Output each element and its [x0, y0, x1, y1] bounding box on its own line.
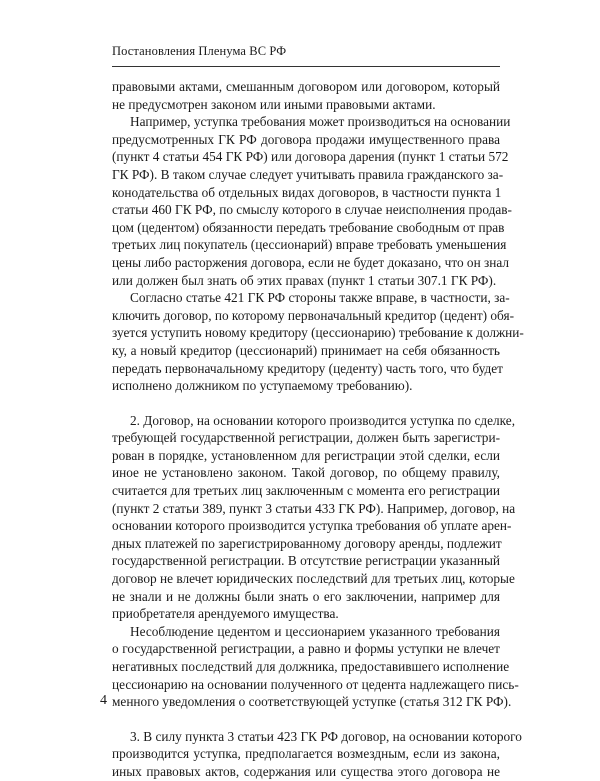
- text-line: государственной регистрации. В отсутствие регистрации указанный: [112, 553, 500, 569]
- text-line: дных платежей по зарегистрированному договору аренды, подлежит: [112, 535, 502, 551]
- text-line: третьих лиц покупатель (цессионарий) вправе требовать уменьшения: [112, 237, 507, 253]
- text-line: основании которого производится уступка требования об уплате арен-: [112, 518, 512, 534]
- text-line: цены либо расторжения договора, если не будет доказано, что он знал: [112, 254, 510, 270]
- text-line: производится уступка, предполагается возмездным, если из закона,: [112, 746, 500, 762]
- running-title: Постановления Пленума ВС РФ: [112, 44, 287, 58]
- paragraph: [112, 289, 524, 395]
- text-line: или должен был знать об этих правах (пункт 1 статьи 307.1 ГК РФ).: [112, 272, 497, 288]
- text-line: статьи 460 ГК РФ, по смыслу которого в случае неисполнения продав-: [112, 202, 512, 218]
- text-line: негативных последствий для должника, предоставившего исполнение: [112, 659, 510, 674]
- text-line: Например, уступка требования может производиться на основании: [130, 114, 511, 130]
- text-line: (пункт 2 статьи 389, пункт 3 статьи 433 ГК РФ). Например, договор, на: [112, 500, 516, 516]
- text-line: 2. Договор, на основании которого производится уступка по сделке,: [130, 412, 516, 428]
- paragraph: [112, 623, 519, 711]
- text-line: иное не установлено законом. Такой договор, по общему правилу,: [112, 465, 500, 481]
- page-number: 4: [100, 693, 107, 708]
- text-line: менного уведомления о соответствующей уступке (статья 312 ГК РФ).: [112, 694, 512, 710]
- text-line: исполнено должником по уступаемому требованию).: [112, 378, 413, 394]
- text-line: цом (цедентом) обязанности передать требование свободным от прав: [112, 219, 505, 235]
- text-line: рован в порядке, установленном для регистрации этой сделки, если: [112, 447, 500, 463]
- text-line: ключить договор, по которому первоначальный кредитор (цедент) обя-: [112, 307, 515, 323]
- paragraph: [112, 412, 516, 623]
- text-line: зуется уступить новому кредитору (цессионарию) требование к должни-: [112, 325, 524, 341]
- text-line: иных правовых актов, содержания или существа этого договора не: [112, 763, 500, 779]
- text-line: правовыми актами, смешанным договором или договором, который: [112, 79, 500, 94]
- page-header: [112, 40, 500, 67]
- paragraph: [112, 113, 512, 289]
- text-line: требующей государственной регистрации, должен быть зарегистри-: [112, 430, 500, 446]
- text-line: договор не влечет юридических последствий для третьих лиц, которые: [112, 571, 515, 587]
- text-line: Несоблюдение цедентом и цессионарием указанного требования: [130, 623, 500, 639]
- text-line: приобретателя арендуемого имущества.: [112, 606, 339, 622]
- text-line: Согласно статье 421 ГК РФ стороны также вправе, в частности, за-: [130, 290, 510, 306]
- paragraph: [112, 78, 500, 113]
- text-line: о государственной регистрации, а равно и формы уступки не влечет: [112, 641, 500, 657]
- text-line: не знали и не должны были знать о его заключении, например для: [112, 588, 500, 604]
- text-line: передать первоначальному кредитору (цеденту) часть того, что будет: [112, 360, 503, 376]
- text-line: считается для третьих лиц заключенным с момента его регистрации: [112, 483, 500, 499]
- text-line: (пункт 4 статьи 454 ГК РФ) или договора дарения (пункт 1 статьи 572: [112, 149, 509, 165]
- text-line: 3. В силу пункта 3 статьи 423 ГК РФ договор, на основании которого: [130, 728, 522, 744]
- text-line: предусмотренных ГК РФ договора продажи имущественного права: [112, 131, 500, 147]
- document-body: [112, 78, 524, 781]
- text-line: не предусмотрен законом или иными правовыми актами.: [112, 96, 436, 112]
- text-line: ку, а новый кредитор (цессионарий) принимает на себя обязанность: [112, 342, 500, 358]
- text-line: цессионарию на основании полученного от цедента надлежащего пись-: [112, 676, 519, 692]
- text-line: конодательства об отдельных видах договоров, в частности пункта 1: [112, 184, 502, 200]
- text-line: ГК РФ). В таком случае следует учитывать правила гражданского за-: [112, 166, 504, 182]
- paragraph: [112, 728, 522, 781]
